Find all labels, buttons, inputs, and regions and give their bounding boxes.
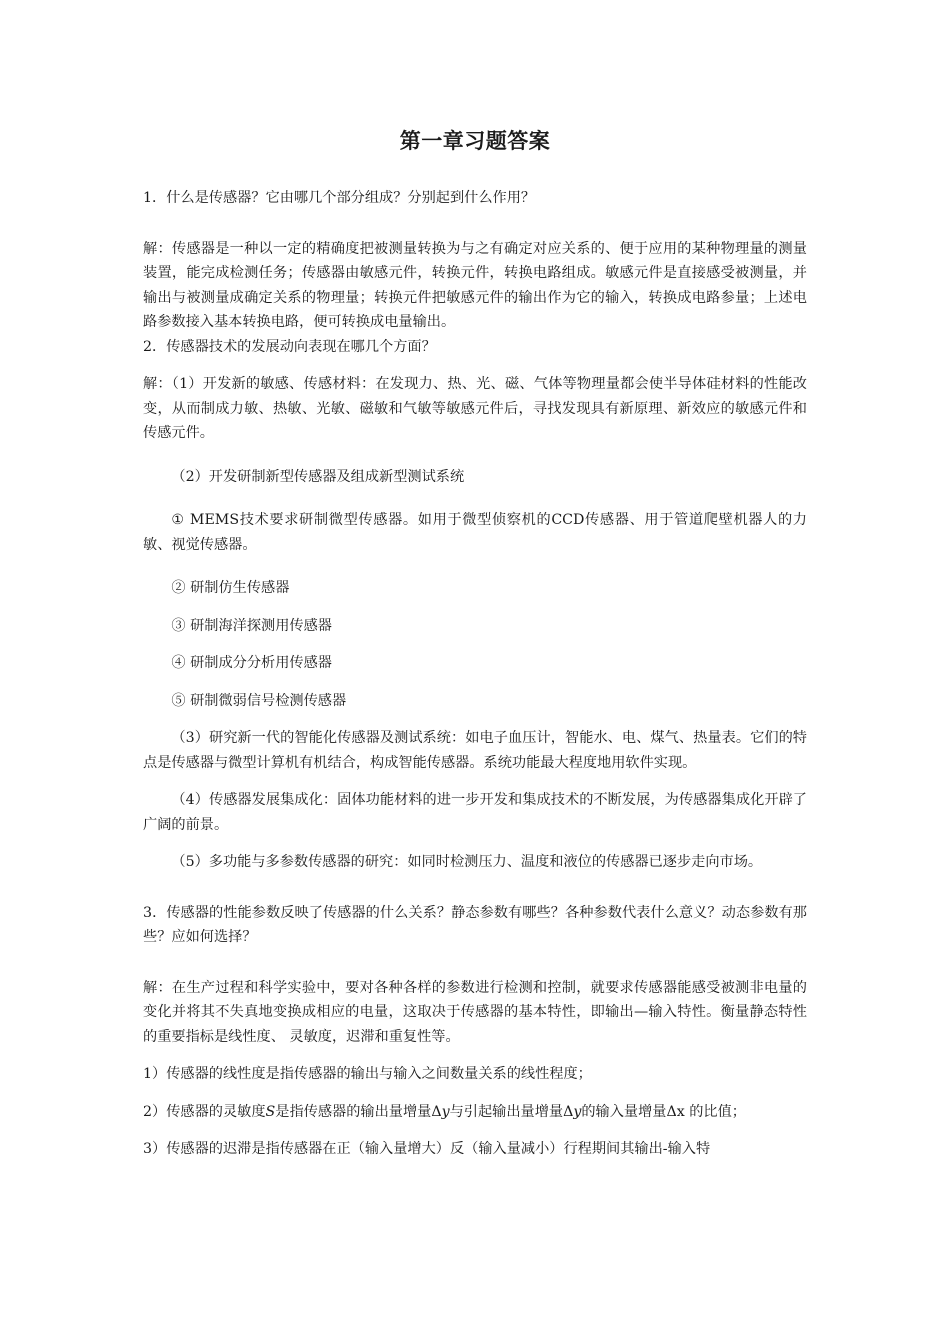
answer-2-part-4: （4）传感器发展集成化：固体功能材料的进一步开发和集成技术的不断发展，为传感器集成化开辟了广阔的前景。	[143, 792, 807, 833]
answer-3-point-3: 3）传感器的迟滞是指传感器在正（输入量增大）反（输入量减小）行程期间其输出-输入特	[143, 1141, 711, 1157]
answer-2-part-2: （2）开发研制新型传感器及组成新型测试系统	[171, 468, 465, 485]
answer-2-part-1: 解：（1）开发新的敏感、传感材料：在发现力、热、光、磁、气体等物理量都会使半导体硅材料的性能改变，从而制成力敏、热敏、光敏、磁敏和气敏等敏感元件后，寻找发现具有新原理、新效应的敏感元件和传感元件。	[143, 376, 807, 441]
answer-3: 解：在生产过程和科学实验中，要对各种各样的参数进行检测和控制，就要求传感器能感受被测非电量的变化并将其不失真地变换成相应的电量，这取决于传感器的基本特性，即输出—输入特性。衡量静态特性的重要指标是线性度、 灵敏度，迟滞和重复性等。	[143, 979, 807, 1045]
answer-2-item-2: ② 研制仿生传感器	[171, 580, 290, 596]
answer-2-item-3: ③ 研制海洋探测用传感器	[171, 617, 332, 634]
answer-2-item-1: ① MEMS技术要求研制微型传感器。如用于微型侦察机的CCD传感器、用于管道爬壁机器人的力敏、视觉传感器。	[143, 512, 807, 553]
answer-1: 解：传感器是一种以一定的精确度把被测量转换为与之有确定对应关系的、便于应用的某种物理量的测量装置，能完成检测任务；传感器由敏感元件，转换元件，转换电路组成。敏感元件是直接感受被测量，并输出与被测量成确定关系的物理量；转换元件把敏感元件的输出作为它的输入，转换成电路参量；上述电路参数接入基本转换电路，便可转换成电量输出。	[143, 240, 807, 330]
question-1: 1．什么是传感器？它由哪几个部分组成？分别起到什么作用？	[143, 190, 536, 206]
point-2-text-c: 与引起输出量增量Δ	[449, 1103, 574, 1120]
answer-3-point-2	[143, 1100, 807, 1125]
document-body	[143, 186, 807, 1162]
point-2-text-d: 的输入量增量Δx 的比值；	[581, 1103, 746, 1120]
sensitivity-symbol: S	[265, 1103, 276, 1120]
answer-2-part-5: （5）多功能与多参数传感器的研究：如同时检测压力、温度和液位的传感器已逐步走向市场。	[171, 854, 763, 870]
output-symbol: y	[441, 1103, 450, 1120]
point-2-text-a: 2）传感器的灵敏度	[143, 1103, 266, 1120]
answer-2-item-5: ⑤ 研制微弱信号检测传感器	[171, 692, 347, 709]
output-symbol-2: y	[573, 1103, 582, 1120]
point-2-text-b: 是指传感器的输出量增量Δ	[275, 1103, 442, 1120]
answer-2-part-3: （3）研究新一代的智能化传感器及测试系统：如电子血压计，智能水、电、煤气、热量表。它们的特点是传感器与微型计算机有机结合，构成智能传感器。系统功能最大程度地用软件实现。	[143, 730, 807, 771]
answer-2-item-4: ④ 研制成分分析用传感器	[171, 655, 332, 671]
question-2: 2．传感器技术的发展动向表现在哪几个方面？	[143, 338, 436, 355]
answer-3-point-1: 1）传感器的线性度是指传感器的输出与输入之间数量关系的线性程度；	[143, 1066, 592, 1082]
question-3: 3．传感器的性能参数反映了传感器的什么关系？静态参数有哪些？各种参数代表什么意义？动态参数有那些？应如何选择？	[143, 904, 807, 945]
page-title: 第一章习题答案	[399, 129, 551, 153]
